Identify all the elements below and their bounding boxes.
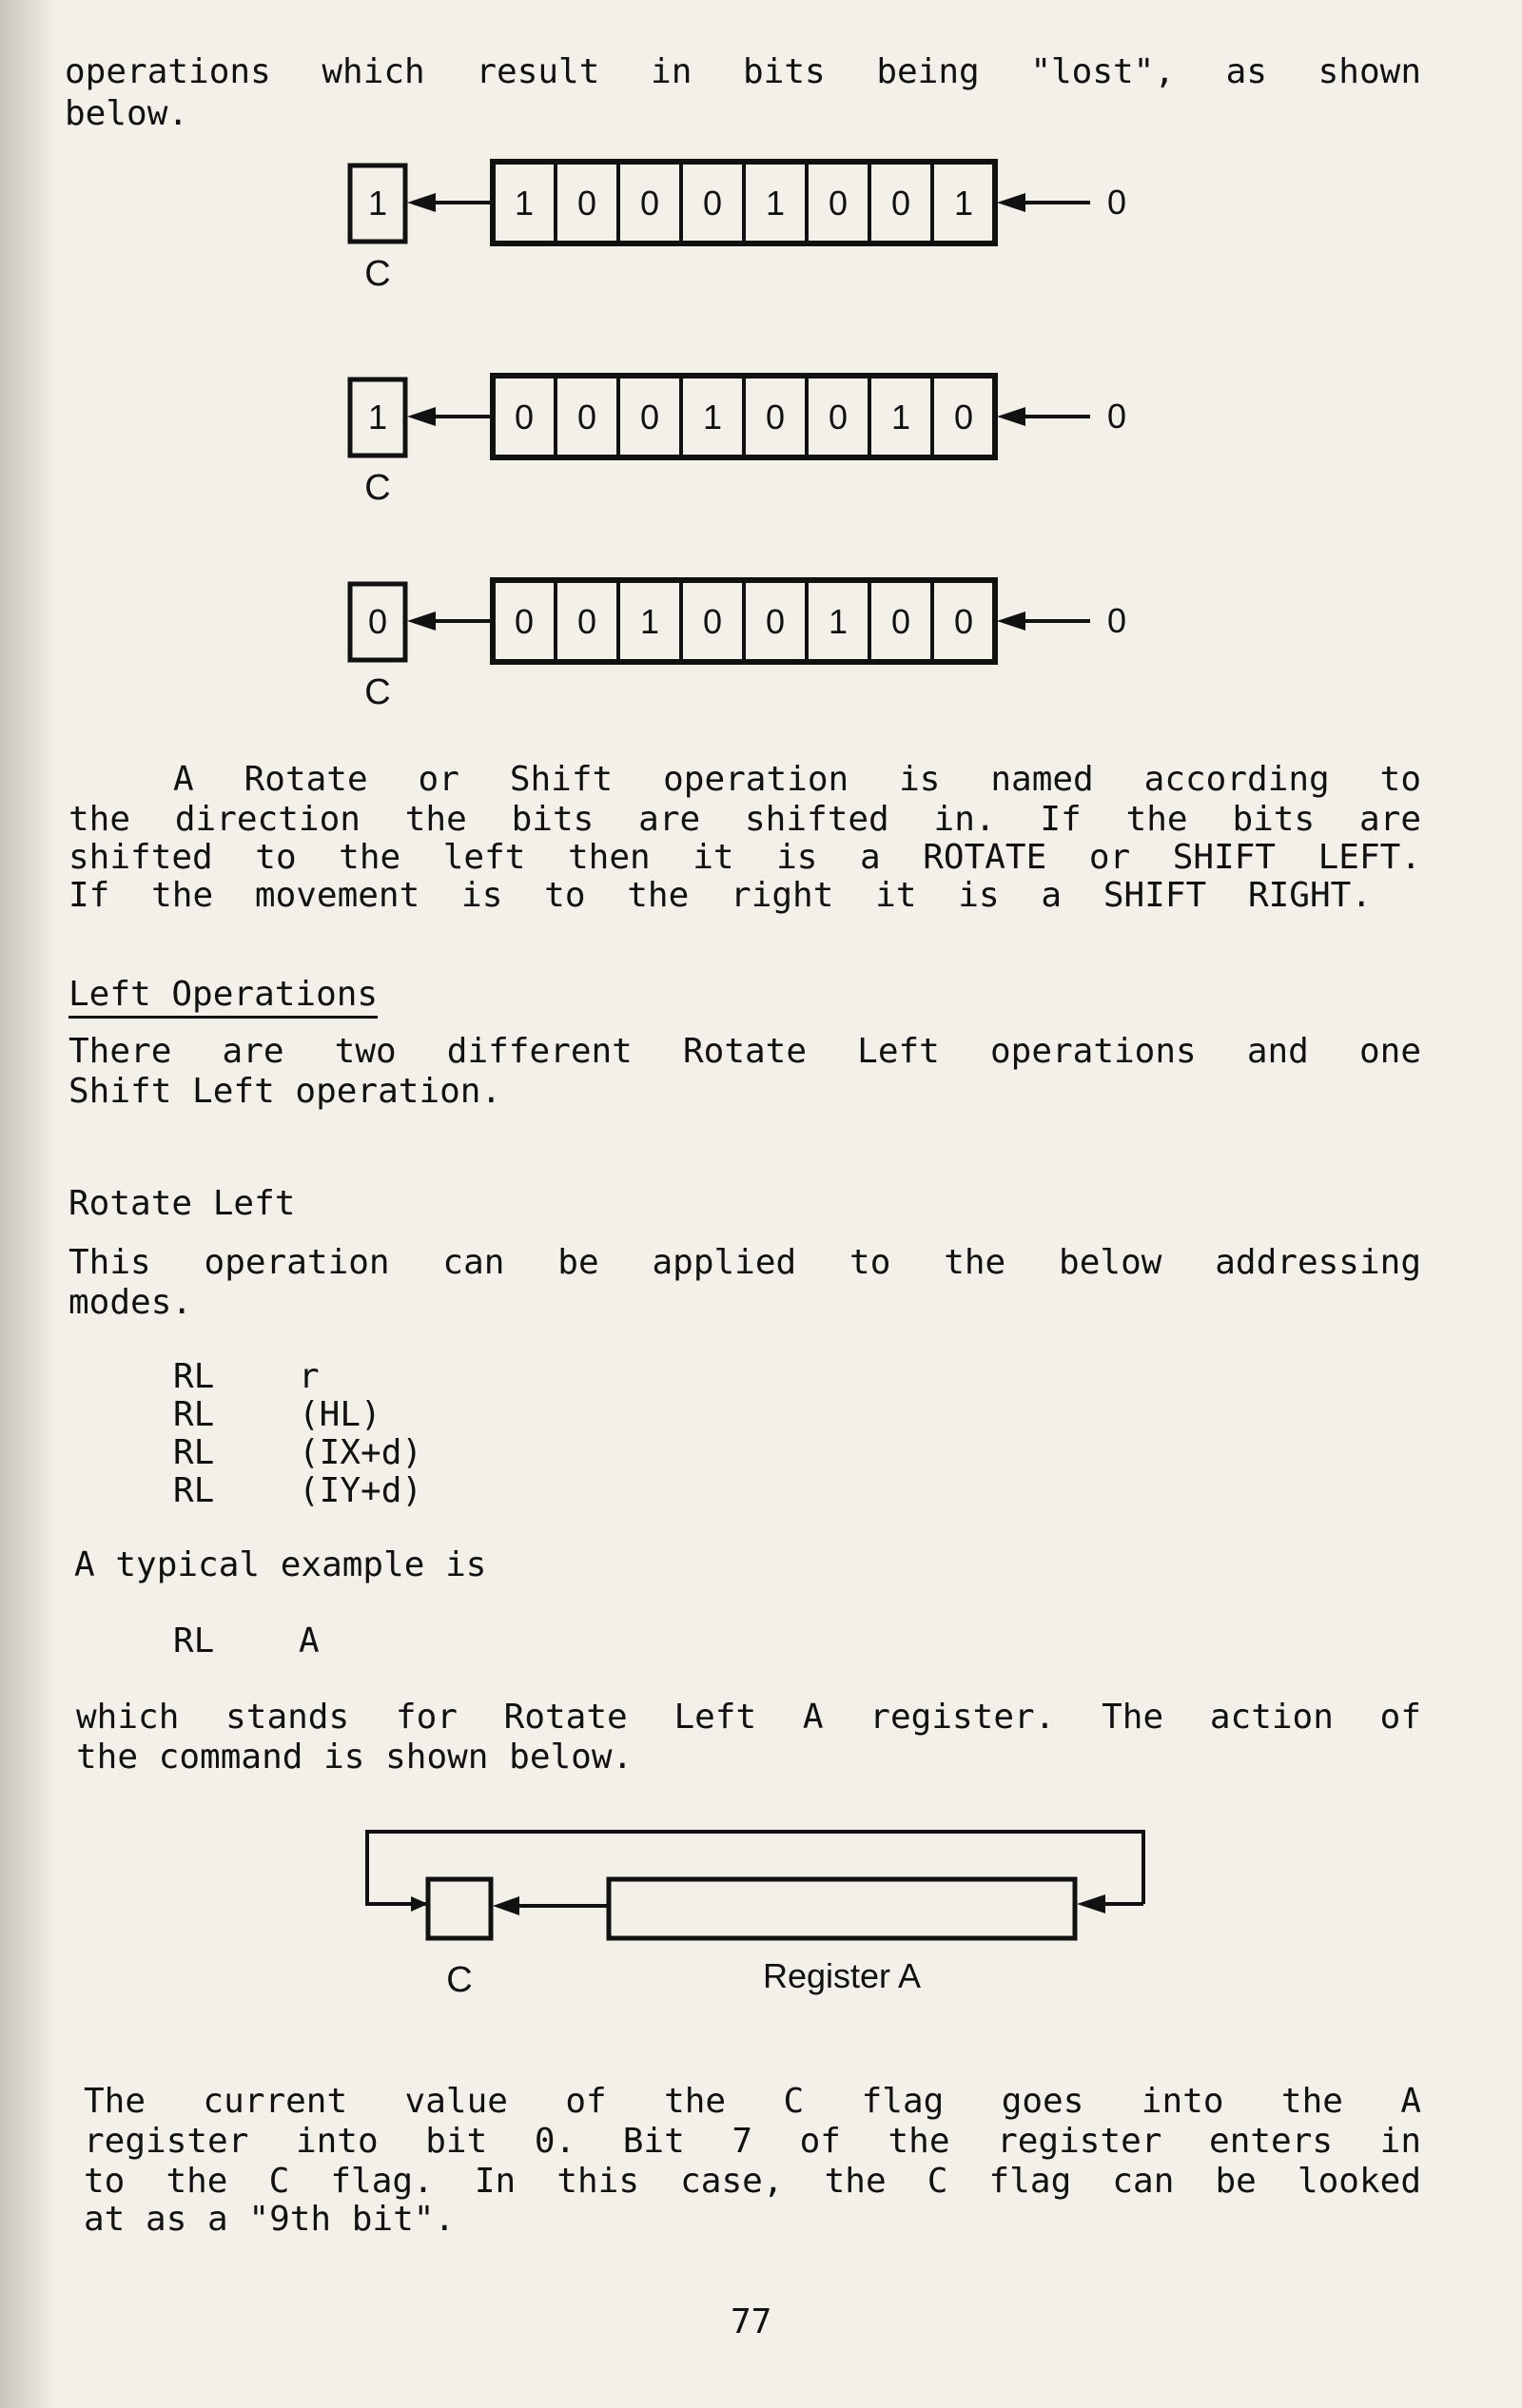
rl-desc-line-1: which stands for Rotate Left A register. The action of: [76, 1698, 1421, 1737]
rotate-left-diagram: [352, 1816, 1161, 2016]
rl-desc-line-2: the command is shown below.: [76, 1738, 634, 1777]
register-bit: 0: [576, 184, 597, 223]
mode-arg: (IX+d): [299, 1433, 423, 1472]
register-bit: 0: [639, 398, 660, 437]
register-bit: 1: [639, 602, 660, 641]
left-ops-line-1: There are two different Rotate Left operations and one: [68, 1032, 1421, 1071]
register-bit: 0: [953, 398, 974, 437]
page-spine-shadow: [0, 0, 57, 2408]
shift-in-arrowhead: [997, 407, 1025, 426]
input-bit: 0: [1107, 601, 1127, 640]
example-intro: A typical example is: [74, 1545, 487, 1584]
mode-op: RL: [173, 1471, 215, 1510]
example-arg: A: [299, 1622, 320, 1660]
register-bit: 0: [828, 398, 849, 437]
carry-flag-box: [428, 1879, 491, 1938]
shift-out-arrowhead: [407, 193, 436, 212]
para1-line-1: A Rotate or Shift operation is named according to: [173, 760, 1421, 799]
register-a-box: [609, 1879, 1075, 1938]
register-bit: 0: [514, 602, 535, 641]
rotate-left-line-2: modes.: [68, 1283, 193, 1322]
para1-line-3: shifted to the left then it is a ROTATE or SHIFT LEFT.: [68, 838, 1421, 877]
register-bit: 0: [514, 398, 535, 437]
register-bit: 0: [765, 602, 786, 641]
rotate-left-heading: Rotate Left: [68, 1184, 296, 1223]
closing-line-3: to the C flag. In this case, the C flag can be looked: [84, 2162, 1421, 2201]
register-bit: 0: [828, 184, 849, 223]
register-bit: 1: [514, 184, 535, 223]
mode-op: RL: [173, 1357, 215, 1396]
feedback-arrowhead: [411, 1896, 428, 1912]
shift-in-arrowhead: [997, 193, 1025, 212]
register-bit: 0: [702, 602, 723, 641]
register-bit: 1: [890, 398, 911, 437]
rotate-left-line-1: This operation can be applied to the below addressing: [68, 1243, 1421, 1282]
register-bit: 1: [828, 602, 849, 641]
shift-in-arrowhead: [997, 612, 1025, 631]
loop-into-register-arrowhead: [1077, 1894, 1105, 1913]
left-operations-heading: Left Operations: [68, 976, 378, 1019]
register-bit: 0: [639, 184, 660, 223]
register-bit: 0: [953, 602, 974, 641]
register-bit: 1: [765, 184, 786, 223]
shift-left-diagrams: [323, 143, 1180, 732]
feedback-loop-line: [367, 1832, 1143, 1904]
mode-op: RL: [173, 1395, 215, 1434]
carry-label: C: [446, 1960, 473, 2000]
carry-label: C: [364, 468, 391, 508]
register-bit: 0: [890, 602, 911, 641]
register-a-label: Register A: [762, 1956, 922, 1995]
register-bit: 0: [576, 398, 597, 437]
intro-line-1: operations which result in bits being "lost", as shown: [65, 52, 1421, 91]
example-op: RL: [173, 1622, 215, 1660]
closing-line-1: The current value of the C flag goes into the A: [84, 2082, 1421, 2121]
mode-arg: (IY+d): [299, 1471, 423, 1510]
register-bit: 1: [953, 184, 974, 223]
intro-line-2: below.: [65, 94, 189, 133]
carry-bit: 1: [367, 398, 388, 437]
register-bit: 0: [890, 184, 911, 223]
shift-out-arrowhead: [407, 612, 436, 631]
carry-label: C: [364, 672, 391, 712]
shift-out-arrowhead: [407, 407, 436, 426]
closing-line-4: at as a "9th bit".: [84, 2200, 456, 2239]
carry-bit: 0: [367, 602, 388, 641]
page-number: 77: [731, 2302, 772, 2341]
input-bit: 0: [1107, 397, 1127, 436]
carry-label: C: [364, 254, 391, 294]
closing-line-2: register into bit 0. Bit 7 of the register enters in: [84, 2122, 1421, 2161]
carry-bit: 1: [367, 184, 388, 223]
input-bit: 0: [1107, 183, 1127, 222]
mode-op: RL: [173, 1433, 215, 1472]
register-bit: 1: [702, 398, 723, 437]
register-bit: 0: [576, 602, 597, 641]
para1-line-2: the direction the bits are shifted in. If the bits are: [68, 800, 1421, 839]
mode-arg: r: [299, 1357, 320, 1396]
register-bit: 0: [702, 184, 723, 223]
left-ops-line-2: Shift Left operation.: [68, 1072, 502, 1111]
register-to-carry-arrowhead: [493, 1896, 519, 1915]
para1-line-4: If the movement is to the right it is a SHIFT RIGHT.: [68, 876, 1372, 915]
mode-arg: (HL): [299, 1395, 381, 1434]
register-bit: 0: [765, 398, 786, 437]
